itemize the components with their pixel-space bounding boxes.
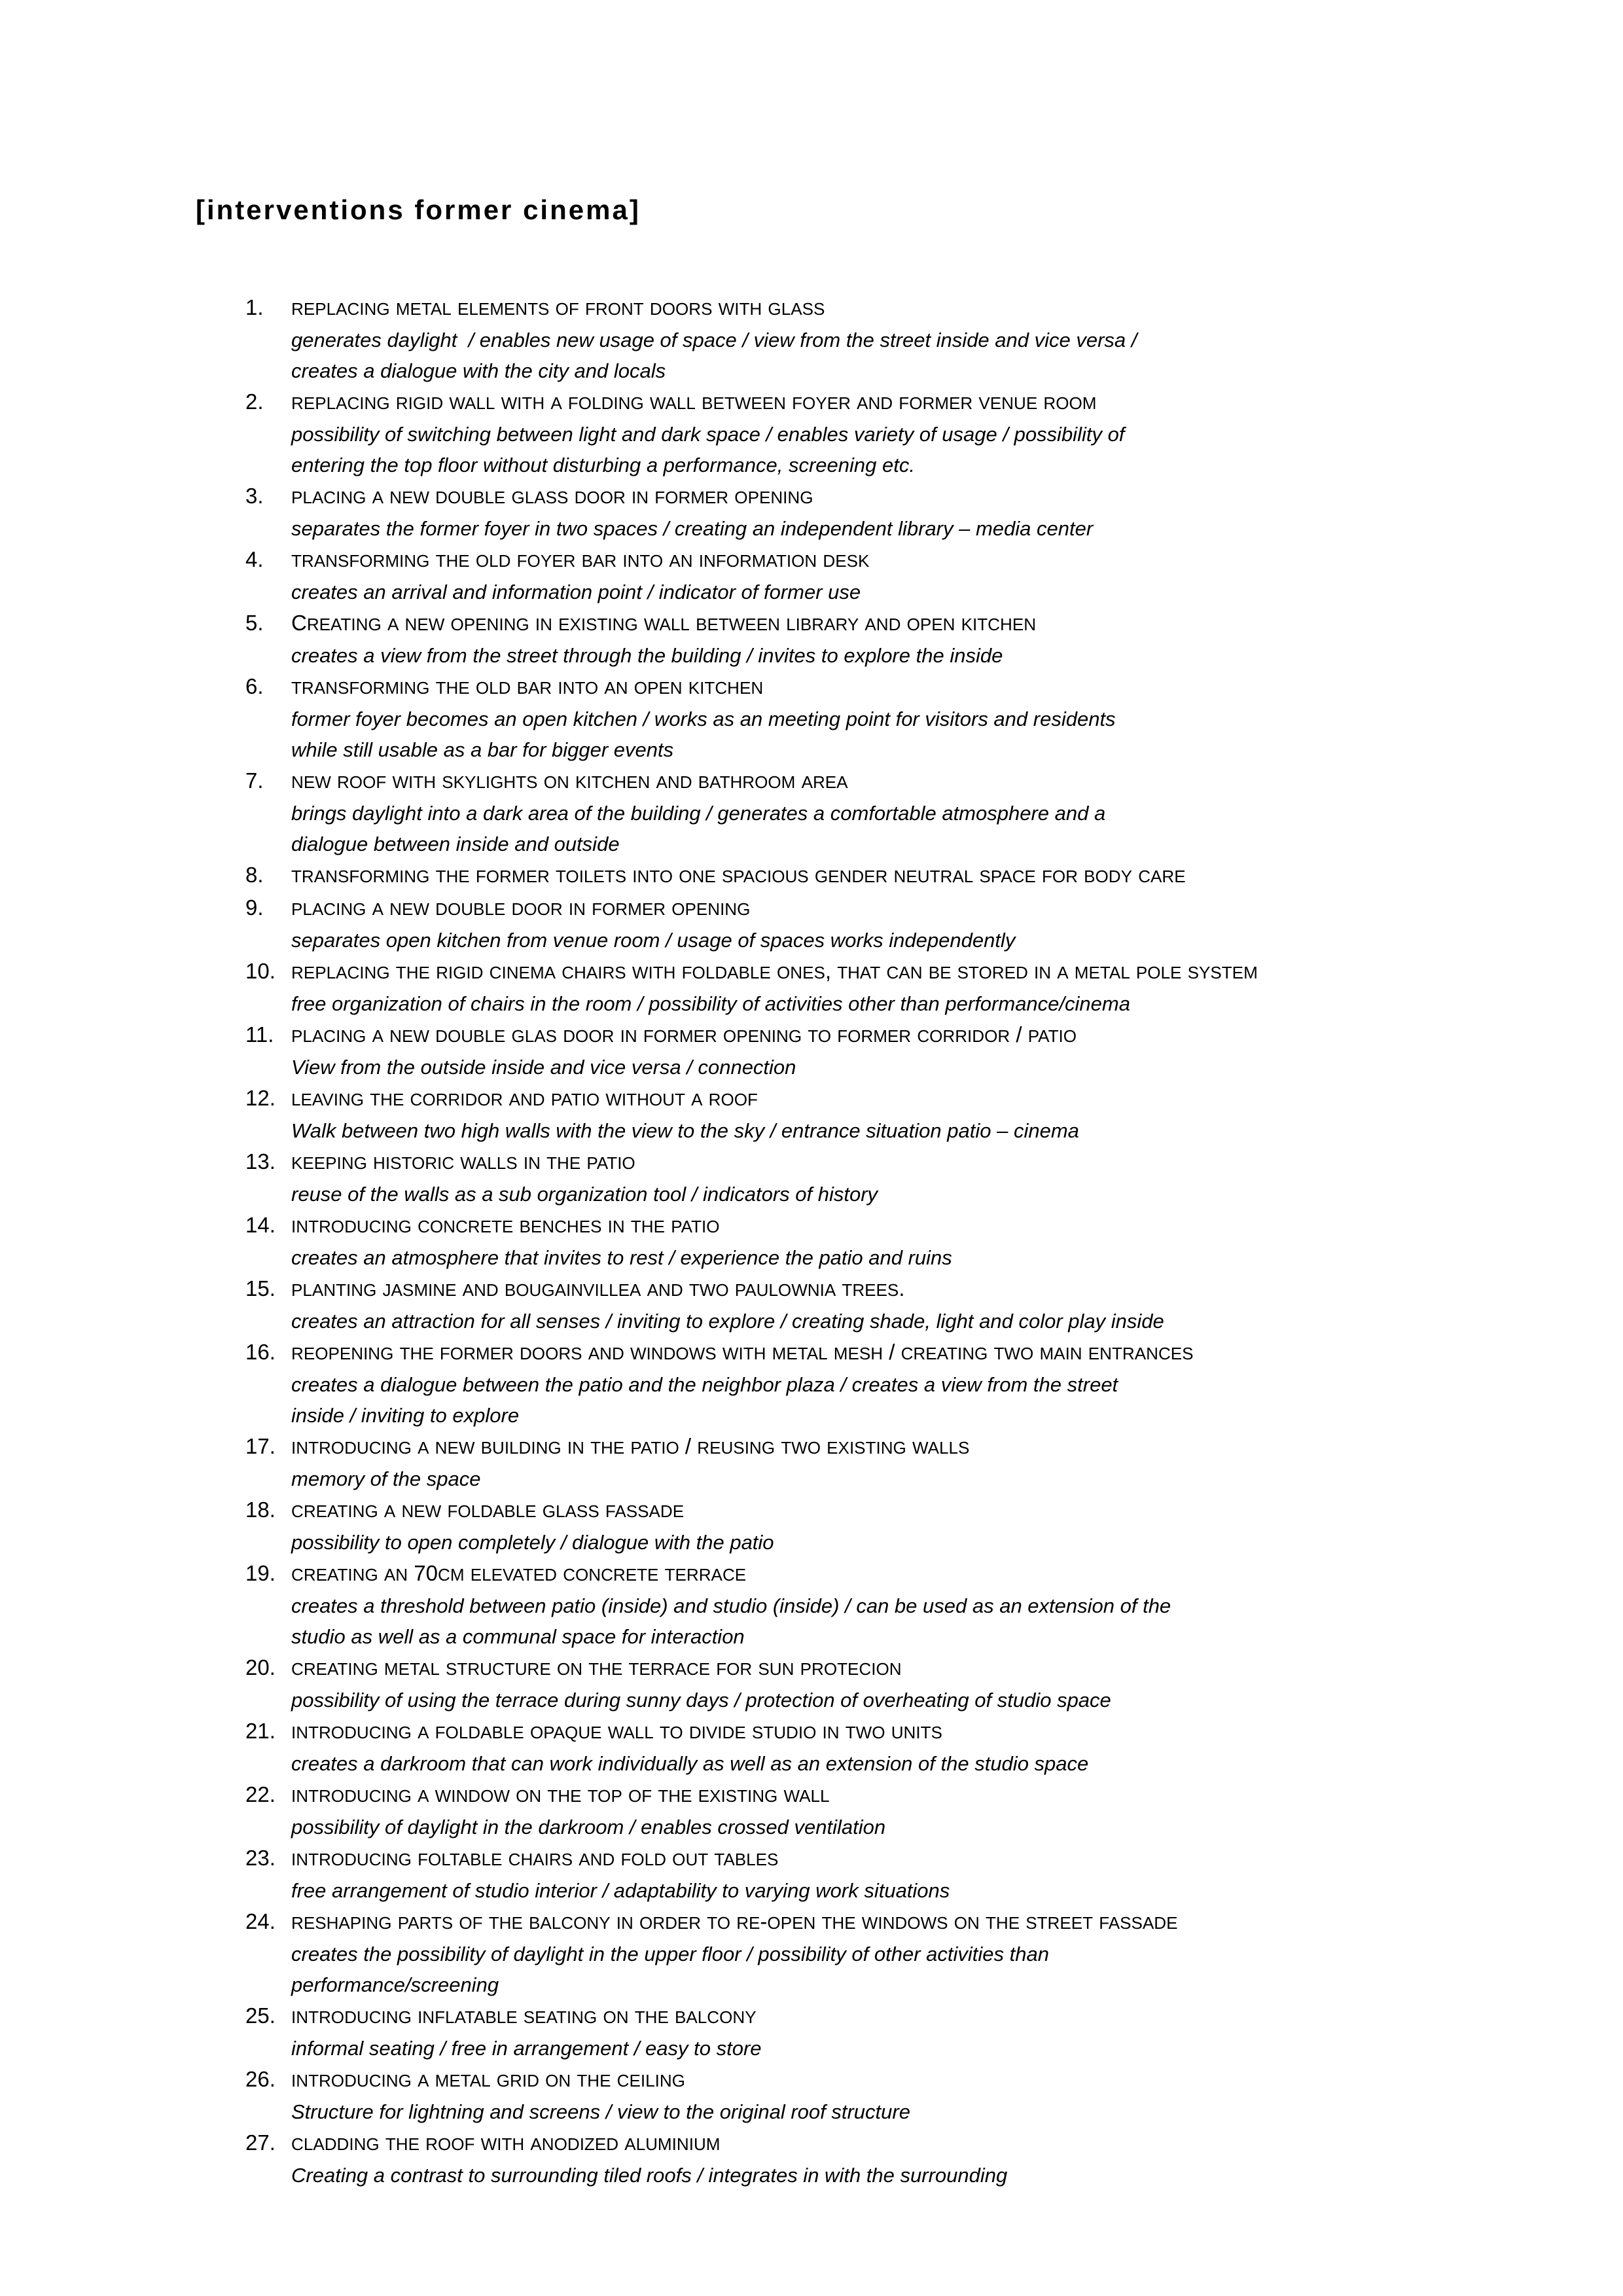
item-heading: INTRODUCING A FOLDABLE OPAQUE WALL TO DIVIDE STUDIO IN TWO UNITS: [291, 1723, 942, 1742]
item-description-line: dialogue between inside and outside: [291, 833, 620, 855]
item-number: 23.: [245, 1846, 276, 1870]
item-heading: RESHAPING PARTS OF THE BALCONY IN ORDER TO RE-OPEN THE WINDOWS ON THE STREET FASSADE: [291, 1909, 1178, 1933]
item-heading: PLACING A NEW DOUBLE DOOR IN FORMER OPENING: [291, 899, 751, 919]
item-description-line: free organization of chairs in the room / possibility of activities other than performance/cinema: [291, 992, 1130, 1015]
item-heading: REOPENING THE FORMER DOORS AND WINDOWS WITH METAL MESH / CREATING TWO MAIN ENTRANCES: [291, 1340, 1194, 1364]
item-heading: LEAVING THE CORRIDOR AND PATIO WITHOUT A ROOF: [291, 1090, 758, 1109]
item-description-line: studio as well as a communal space for interaction: [291, 1625, 745, 1648]
item-number: 9.: [245, 895, 264, 920]
page-title: [interventions former cinema]: [196, 194, 641, 225]
list-item: [245, 1494, 1489, 1558]
item-heading: PLACING A NEW DOUBLE GLAS DOOR IN FORMER OPENING TO FORMER CORRIDOR / PATIO: [291, 1022, 1077, 1047]
list-item: [245, 1715, 1489, 1779]
item-description-line: brings daylight into a dark area of the building / generates a comfortable atmosphere and a: [291, 802, 1106, 825]
item-heading: PLANTING JASMINE AND BOUGAINVILLEA AND TWO PAULOWNIA TREES.: [291, 1276, 905, 1300]
item-description-line: informal seating / free in arrangement / easy to store: [291, 2037, 762, 2060]
item-number: 20.: [245, 1655, 276, 1679]
list-item: [245, 2064, 1489, 2127]
item-number: 22.: [245, 1782, 276, 1806]
item-heading: INTRODUCING A NEW BUILDING IN THE PATIO / REUSING TWO EXISTING WALLS: [291, 1434, 970, 1458]
list-item: [245, 1210, 1489, 1273]
list-item: [245, 544, 1489, 607]
item-number: 17.: [245, 1434, 276, 1458]
item-heading: NEW ROOF WITH SKYLIGHTS ON KITCHEN AND BATHROOM AREA: [291, 772, 848, 792]
interventions-list: [245, 292, 1489, 2191]
item-number: 11.: [245, 1022, 274, 1047]
item-number: 2.: [245, 389, 264, 414]
item-number: 25.: [245, 2003, 276, 2028]
item-heading: REPLACING THE RIGID CINEMA CHAIRS WITH FOLDABLE ONES, THAT CAN BE STORED IN A METAL POLE SYSTEM: [291, 959, 1258, 983]
list-item: [245, 2000, 1489, 2064]
item-description-line: possibility of daylight in the darkroom / enables crossed ventilation: [291, 1816, 886, 1839]
item-number: 24.: [245, 1909, 276, 1933]
list-item: [245, 1019, 1489, 1083]
item-number: 5.: [245, 611, 264, 635]
item-description-line: creates the possibility of daylight in the upper floor / possibility of other activities than: [291, 1943, 1049, 1965]
item-description-line: free arrangement of studio interior / adaptability to varying work situations: [291, 1879, 950, 1902]
list-item: [245, 607, 1489, 671]
list-item: [245, 1558, 1489, 1652]
item-heading: INTRODUCING A METAL GRID ON THE CEILING: [291, 2071, 685, 2090]
item-description-line: separates open kitchen from venue room / usage of spaces works independently: [291, 929, 1016, 952]
item-description-line: Creating a contrast to surrounding tiled roofs / integrates in with the surrounding: [291, 2164, 1008, 2187]
item-number: 1.: [245, 295, 264, 319]
item-description-line: creates a dialogue between the patio and the neighbor plaza / creates a view from the street: [291, 1373, 1118, 1396]
list-item: [245, 956, 1489, 1019]
item-description-line: creates an arrival and information point / indicator of former use: [291, 581, 861, 603]
item-description-line: performance/screening: [291, 1973, 499, 1996]
item-description-line: separates the former foyer in two spaces / creating an independent library – media center: [291, 517, 1094, 540]
item-description-line: possibility of switching between light and dark space / enables variety of usage / possibility of: [291, 423, 1125, 446]
item-description-line: Walk between two high walls with the view to the sky / entrance situation patio – cinema: [291, 1119, 1079, 1142]
item-heading: PLACING A NEW DOUBLE GLASS DOOR IN FORMER OPENING: [291, 488, 813, 507]
item-description-line: memory of the space: [291, 1467, 481, 1490]
list-item: [245, 859, 1489, 892]
item-heading: TRANSFORMING THE FORMER TOILETS INTO ONE SPACIOUS GENDER NEUTRAL SPACE FOR BODY CARE: [291, 867, 1186, 886]
item-description-line: Structure for lightning and screens / view to the original roof structure: [291, 2100, 910, 2123]
item-number: 21.: [245, 1719, 276, 1743]
item-number: 7.: [245, 768, 264, 793]
item-heading: CLADDING THE ROOF WITH ANODIZED ALUMINIUM: [291, 2134, 721, 2154]
item-description-line: possibility of using the terrace during sunny days / protection of overheating of studio space: [291, 1689, 1111, 1712]
item-description-line: generates daylight / enables new usage of space / view from the street inside and vice versa /: [291, 329, 1137, 351]
item-number: 19.: [245, 1561, 276, 1585]
item-heading: CREATING AN 70CM ELEVATED CONCRETE TERRACE: [291, 1561, 747, 1585]
list-item: [245, 386, 1489, 480]
item-number: 18.: [245, 1498, 276, 1522]
item-number: 13.: [245, 1149, 276, 1174]
list-item: [245, 1336, 1489, 1431]
item-number: 4.: [245, 547, 264, 571]
list-item: [245, 671, 1489, 765]
item-number: 10.: [245, 959, 276, 983]
item-description-line: entering the top floor without disturbing a performance, screening etc.: [291, 454, 915, 476]
list-item: [245, 1842, 1489, 1906]
item-number: 12.: [245, 1086, 276, 1110]
item-heading: INTRODUCING INFLATABLE SEATING ON THE BALCONY: [291, 2007, 757, 2027]
item-description-line: View from the outside inside and vice versa / connection: [291, 1056, 796, 1079]
item-number: 14.: [245, 1213, 276, 1237]
item-heading: INTRODUCING FOLTABLE CHAIRS AND FOLD OUT TABLES: [291, 1850, 779, 1869]
item-description-line: creates a threshold between patio (inside) and studio (inside) / can be used as an extension of the: [291, 1594, 1171, 1617]
list-item: [245, 1431, 1489, 1494]
item-number: 26.: [245, 2067, 276, 2091]
item-number: 16.: [245, 1340, 276, 1364]
item-description-line: creates a dialogue with the city and locals: [291, 359, 666, 382]
item-description-line: creates an attraction for all senses / inviting to explore / creating shade, light and color play inside: [291, 1310, 1164, 1333]
item-description-line: while still usable as a bar for bigger events: [291, 738, 674, 761]
list-item: [245, 1146, 1489, 1210]
item-number: 3.: [245, 484, 264, 508]
item-description-line: creates an atmosphere that invites to rest / experience the patio and ruins: [291, 1246, 952, 1269]
item-description-line: former foyer becomes an open kitchen / works as an meeting point for visitors and residents: [291, 708, 1116, 730]
item-description-line: creates a view from the street through the building / invites to explore the inside: [291, 644, 1003, 667]
item-number: 6.: [245, 674, 264, 698]
item-heading: TRANSFORMING THE OLD BAR INTO AN OPEN KITCHEN: [291, 678, 764, 698]
list-item: [245, 1083, 1489, 1146]
list-item: [245, 480, 1489, 544]
item-number: 15.: [245, 1276, 276, 1300]
item-heading: INTRODUCING A WINDOW ON THE TOP OF THE EXISTING WALL: [291, 1786, 830, 1806]
list-item: [245, 2127, 1489, 2191]
list-item: [245, 1273, 1489, 1336]
item-heading: CREATING A NEW FOLDABLE GLASS FASSADE: [291, 1501, 685, 1521]
item-heading: REPLACING METAL ELEMENTS OF FRONT DOORS WITH GLASS: [291, 299, 825, 319]
list-item: [245, 1779, 1489, 1842]
item-number: 27.: [245, 2130, 276, 2155]
item-heading: CREATING METAL STRUCTURE ON THE TERRACE FOR SUN PROTECION: [291, 1659, 902, 1679]
item-description-line: reuse of the walls as a sub organization tool / indicators of history: [291, 1183, 878, 1206]
item-description-line: possibility to open completely / dialogue with the patio: [291, 1531, 774, 1554]
list-item: [245, 1652, 1489, 1715]
item-number: 8.: [245, 863, 264, 887]
list-item: [245, 892, 1489, 956]
item-heading: TRANSFORMING THE OLD FOYER BAR INTO AN INFORMATION DESK: [291, 551, 870, 571]
item-heading: INTRODUCING CONCRETE BENCHES IN THE PATIO: [291, 1217, 720, 1236]
item-heading: CREATING A NEW OPENING IN EXISTING WALL BETWEEN LIBRARY AND OPEN KITCHEN: [291, 611, 1037, 635]
item-description-line: inside / inviting to explore: [291, 1404, 520, 1427]
item-heading: KEEPING HISTORIC WALLS IN THE PATIO: [291, 1153, 635, 1173]
item-heading: REPLACING RIGID WALL WITH A FOLDING WALL BETWEEN FOYER AND FORMER VENUE ROOM: [291, 393, 1097, 413]
list-item: [245, 292, 1489, 386]
list-item: [245, 1906, 1489, 2000]
list-item: [245, 765, 1489, 859]
item-description-line: creates a darkroom that can work individually as well as an extension of the studio space: [291, 1752, 1089, 1775]
